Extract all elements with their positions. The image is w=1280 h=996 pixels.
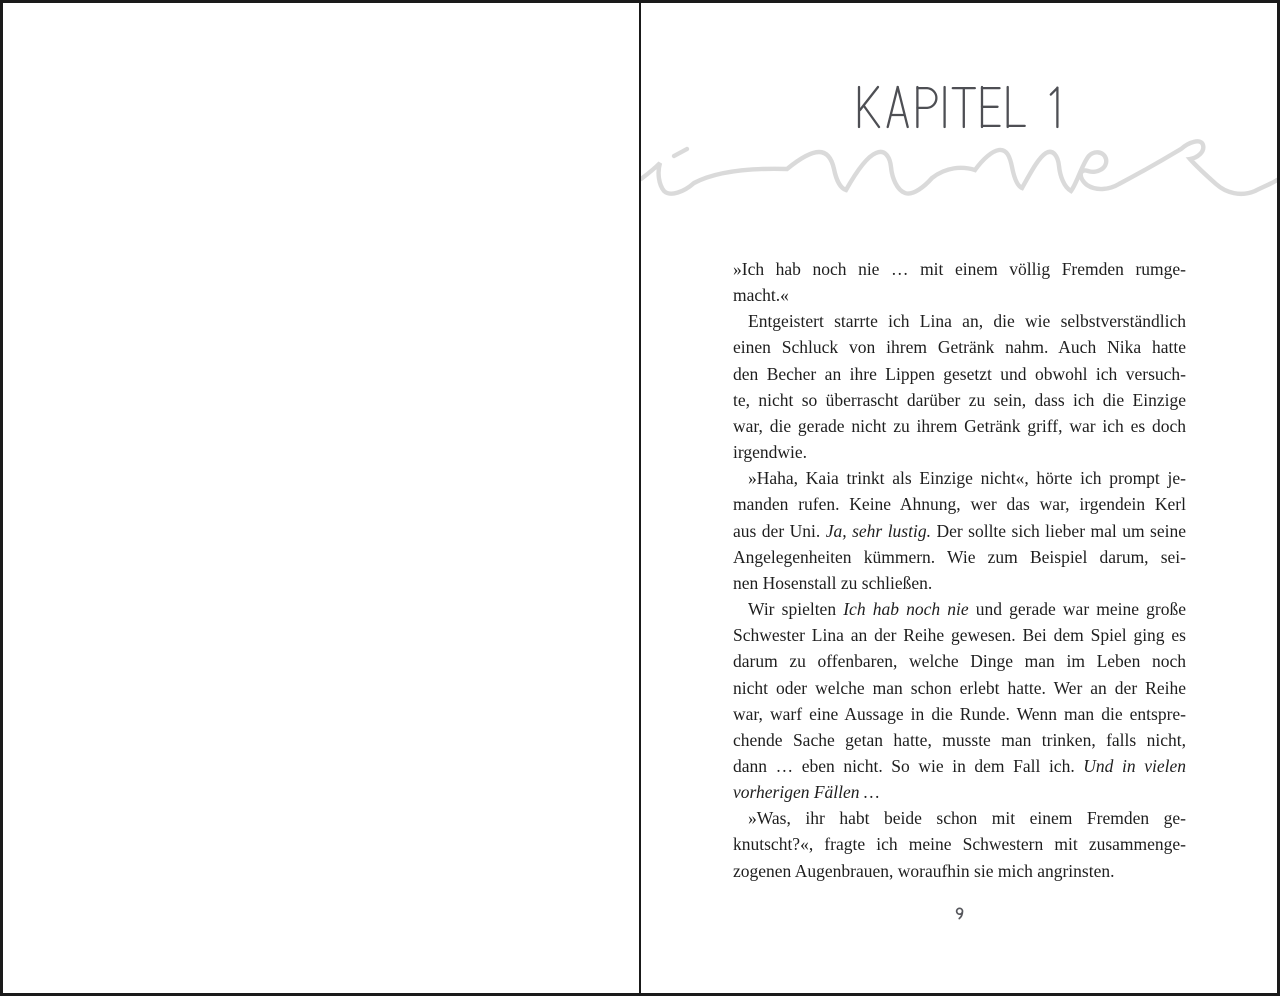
text-line — [733, 518, 1186, 544]
text-run: war, warf eine Aussage in die Runde. Wenn man die entspre- — [733, 703, 1186, 724]
page-number — [733, 906, 1186, 932]
text-run: macht.« — [733, 285, 789, 306]
text-line — [733, 831, 1186, 857]
text-run: chende Sache getan hatte, musste man trinken, falls nicht, — [733, 729, 1186, 750]
text-run: war, die gerade nicht zu ihrem Getränk griff, war ich es doch — [733, 415, 1186, 436]
text-run: darum zu offenbaren, welche Dinge man im Leben noch — [733, 651, 1186, 672]
text-run: nicht oder welche man schon erlebt hatte. Wer an der Reihe — [733, 677, 1186, 698]
text-line — [733, 622, 1186, 648]
text-run: »Haha, Kaia trinkt als Einzige nicht«, hörte ich prompt je- — [748, 468, 1186, 489]
text-run: Wir spielten — [748, 599, 844, 620]
text-line — [733, 753, 1186, 779]
text-line — [733, 701, 1186, 727]
immer-script-stroke — [641, 141, 1277, 194]
italic-run: Und in vielen — [1083, 755, 1187, 776]
text-line — [733, 858, 1186, 884]
text-run: Angelegenheiten kümmern. Wie zum Beispiel darum, sei- — [733, 546, 1186, 567]
italic-run: Ich hab noch nie — [843, 599, 969, 620]
text-line — [733, 544, 1186, 570]
text-run: zogenen Augenbrauen, woraufhin sie mich angrinsten. — [733, 860, 1115, 881]
text-run: Schwester Lina an der Reihe gewesen. Bei dem Spiel ging es — [733, 625, 1186, 646]
text-run: und gerade war meine große — [968, 599, 1187, 620]
text-line — [733, 413, 1186, 439]
text-line — [733, 805, 1186, 831]
text-line — [733, 491, 1186, 517]
text-run: Entgeistert starrte ich Lina an, die wie selbstverständlich — [748, 311, 1186, 332]
text-line — [733, 596, 1186, 622]
text-run: te, nicht so überrascht darüber zu sein, dass ich die Einzige — [733, 389, 1186, 410]
text-run: Der sollte sich lieber mal um seine — [930, 520, 1186, 541]
text-run: dann … eben nicht. So wie in dem Fall ich. — [733, 755, 1084, 776]
text-line — [733, 256, 1186, 282]
text-run: manden rufen. Keine Ahnung, wer das war, irgendein Kerl — [733, 494, 1186, 515]
text-run: irgendwie. — [733, 442, 808, 463]
text-run: aus der Uni. — [733, 520, 826, 541]
right-page — [641, 3, 1277, 993]
immer-script-calligraphy — [641, 129, 1277, 241]
text-line — [733, 439, 1186, 465]
italic-run: Ja, sehr lustig. — [825, 520, 931, 541]
text-line — [733, 648, 1186, 674]
immer-i-dot — [674, 149, 687, 156]
text-line — [733, 282, 1186, 308]
body-text — [733, 256, 1186, 884]
text-line — [733, 334, 1186, 360]
text-run: einen Schluck von ihrem Getränk nahm. Auch Nika hatte — [733, 337, 1186, 358]
text-run: »Ich hab noch nie … mit einem völlig Fremden rumge- — [733, 259, 1186, 279]
text-run: knutscht?«, fragte ich meine Schwestern mit zusammenge- — [733, 834, 1186, 855]
text-run: den Becher an ihre Lippen gesetzt und obwohl ich versuch- — [733, 363, 1186, 384]
text-line — [733, 465, 1186, 491]
text-line — [733, 727, 1186, 753]
text-line — [733, 308, 1186, 334]
text-line — [733, 387, 1186, 413]
chapter-title — [641, 85, 1277, 129]
text-run: »Was, ihr habt beide schon mit einem Fremden ge- — [748, 808, 1186, 829]
text-line — [733, 675, 1186, 701]
text-line — [733, 779, 1186, 805]
text-line — [733, 361, 1186, 387]
italic-run: vorherigen Fällen … — [733, 782, 880, 803]
left-page — [3, 3, 639, 993]
text-run: nen Hosenstall zu schließen. — [733, 572, 933, 593]
immer-script-svg — [641, 129, 1277, 241]
text-line — [733, 570, 1186, 596]
